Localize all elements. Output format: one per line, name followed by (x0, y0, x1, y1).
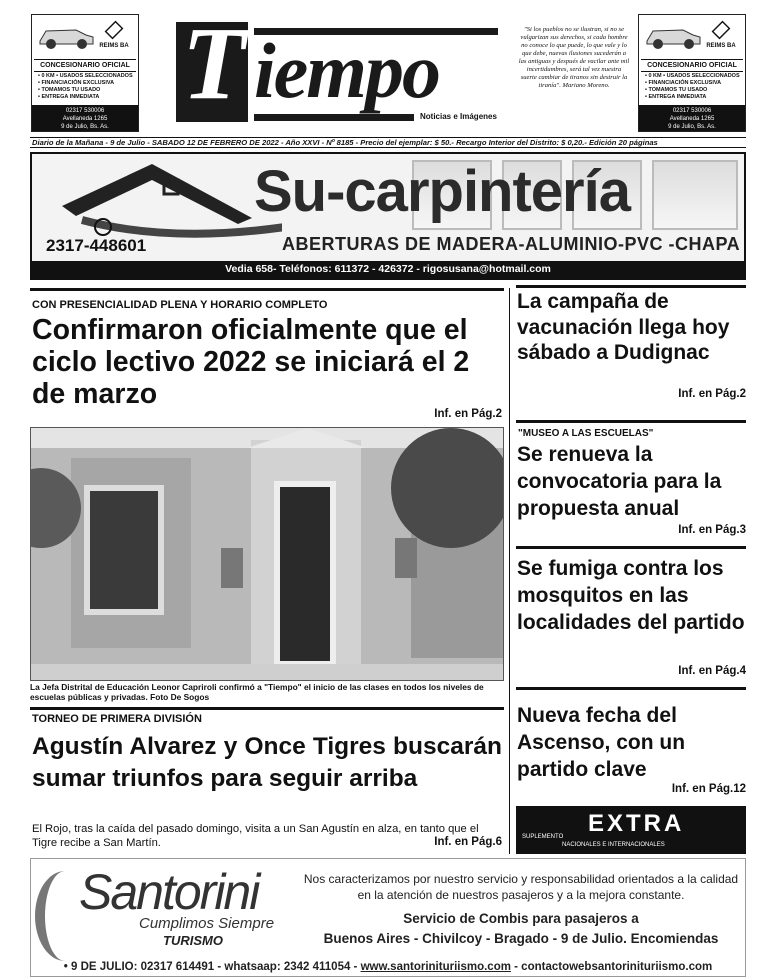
sports-kicker: TORNEO DE PRIMERA DIVISIÓN (32, 713, 202, 725)
section-rule (516, 285, 746, 288)
carpinteria-title: Su-carpintería (254, 159, 630, 224)
extra-supplement (516, 806, 746, 854)
brand-label: REIMS BA (701, 19, 741, 49)
main-headline: Confirmaron oficialmente que el ciclo lectivo 2022 se iniciará el 2 de marzo (32, 314, 470, 410)
section-rule (30, 707, 504, 710)
santorini-logo: Santorini (79, 864, 259, 920)
column-rule (509, 288, 510, 854)
ad-santorini (30, 858, 746, 977)
carpinteria-address: Vedia 658- Teléfonos: 611372 - 426372 - rigosusana@hotmail.com (32, 261, 744, 278)
santorini-web-link[interactable]: www.santorinituriismo.com (360, 961, 511, 973)
santorini-slogan: Cumplimos Siempre (139, 915, 275, 932)
masthead-rule (254, 114, 414, 121)
house-roof-icon (52, 160, 282, 238)
photo-caption: La Jefa Distrital de Educación Leonor Capriroli confirmó a "Tiempo" el inicio de las clases en todos los niveles de escuelas públicas y privadas. Foto De Sogos (30, 682, 484, 702)
section-rule (30, 288, 504, 291)
extra-line1: SUPLEMENTO (522, 834, 564, 840)
side-headline-ascenso: Nueva fecha del Ascenso, con un partido clave (517, 704, 686, 781)
side-inf: Inf. en Pág.4 (678, 665, 746, 677)
main-inf: Inf. en Pág.2 (434, 408, 502, 420)
santorini-type: TURISMO (163, 933, 223, 948)
brand-label: REIMS BA (94, 19, 134, 49)
carpinteria-phone: 2317-448601 (46, 236, 147, 255)
side-headline-vacunacion: La campaña de vacunación llega hoy sábado a Dudignac (517, 290, 730, 364)
school-photo (30, 427, 504, 681)
carpinteria-tagline: ABERTURAS DE MADERA-ALUMINIO-PVC -CHAPA (282, 234, 741, 254)
masthead-quote: "Si los pueblos no se ilustran, si no se vulgarizan sus derechos, si cada hombre no conoce lo que puede, lo que vale y lo que debe, nuevas ilusiones sucederán a las antiguas y después de vacilar ante mil incertidumbres, será tal vez nuestra suerte cambiar de tiranos sin destruir la tiranía". Mariano Moreno. (518, 26, 630, 89)
santorini-text1: Nos caracterizamos por nuestro servicio y responsabilidad orientados a la calidad en la atención de nuestros pasajeros y a la mejora constante. (303, 872, 739, 902)
dateline: Diario de la Mañana - 9 de Julio - SABADO 12 DE FEBRERO DE 2022 - Año XXVI - Nº 8185 - Precio del ejemplar: $ 50.- Recargo Interior del Distrito: $ 0,20.- Edición 20 páginas (30, 137, 746, 148)
renault-logo-icon (105, 21, 124, 40)
school-building-image (31, 428, 504, 681)
santorini-contact: • 9 DE JULIO: 02317 614491 - whatsaap: 2342 411054 - www.santorinituriismo.com - contactowebsantorinituriismo.com (63, 961, 713, 973)
ad-reims-right (638, 14, 746, 132)
extra-line2: NACIONALES E INTERNACIONALES (562, 842, 665, 848)
sports-lead: El Rojo, tras la caída del pasado domingo, visita a un San Agustín en alza, en tanto que el Tigre recibe a San Martín. (32, 823, 479, 849)
ad-contact: 02317 530006 Avellaneda 1265 9 de Julio, Bs. As. (639, 105, 745, 131)
ad-contact: 02317 530006 Avellaneda 1265 9 de Julio, Bs. As. (32, 105, 138, 131)
car-icon (36, 21, 96, 51)
renault-logo-icon (712, 21, 731, 40)
sports-inf: Inf. en Pág.6 (380, 836, 502, 848)
whatsapp-icon (94, 218, 112, 236)
ad-list: • 0 KM • USADOS SELECCIONADOS • FINANCIACIÓN EXCLUSIVA • TOMAMOS TU USADO • ENTREGA INMEDIATA (645, 73, 740, 100)
side-inf: Inf. en Pág.12 (671, 783, 746, 795)
extra-title: EXTRA (588, 810, 685, 837)
oficial-label: CONCESIONARIO OFICIAL (34, 59, 136, 72)
masthead-subtitle: Noticias e Imágenes (420, 112, 497, 121)
masthead-t: T (182, 6, 246, 121)
masthead-title: iempo (254, 27, 439, 114)
oficial-label: CONCESIONARIO OFICIAL (641, 59, 743, 72)
side-headline-fumiga: Se fumiga contra los mosquitos en las localidades del partido (517, 557, 745, 634)
main-kicker: CON PRESENCIALIDAD PLENA Y HORARIO COMPLETO (32, 299, 328, 311)
side-inf: Inf. en Pág.3 (678, 524, 746, 536)
side-inf: Inf. en Pág.2 (678, 388, 746, 400)
side-kicker-museo: "MUSEO A LAS ESCUELAS" (518, 428, 654, 439)
ad-list: • 0 KM • USADOS SELECCIONADOS • FINANCIACIÓN EXCLUSIVA • TOMAMOS TU USADO • ENTREGA INMEDIATA (38, 73, 133, 100)
section-rule (516, 546, 746, 549)
section-rule (516, 687, 746, 690)
window-graphic (652, 160, 738, 230)
side-headline-museo: Se renueva la convocatoria para la propuesta anual (517, 443, 722, 520)
santorini-text2: Servicio de Combis para pasajeros a Buenos Aires - Chivilcoy - Bragado - 9 de Julio. Encomiendas (323, 911, 719, 946)
masthead (176, 6, 502, 124)
ad-carpinteria (30, 152, 746, 280)
ad-reims-left (31, 14, 139, 132)
section-rule (516, 420, 746, 423)
sports-headline: Agustín Alvarez y Once Tigres buscarán sumar triunfos para seguir arriba (32, 733, 502, 792)
car-icon (643, 21, 703, 51)
